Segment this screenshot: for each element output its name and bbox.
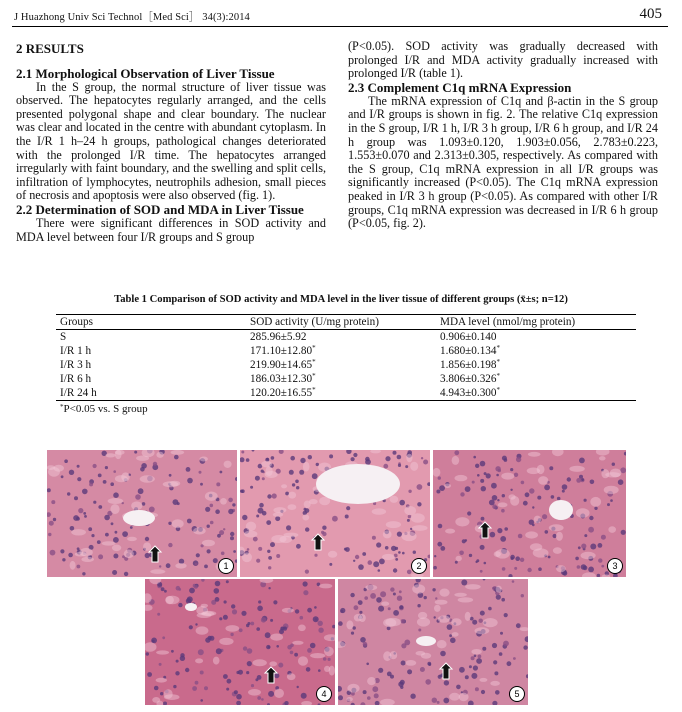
table-cell: 0.906±0.140	[440, 331, 497, 343]
subsection-2-2-title: 2.2 Determination of SOD and MDA in Liver Tissue	[16, 201, 304, 217]
significance-mark: *	[312, 386, 316, 394]
table-cell: I/R 24 h	[60, 387, 97, 399]
table-cell: S	[60, 331, 67, 343]
table-header-row	[56, 315, 636, 329]
running-title: J Huazhong Univ Sci Technol［Med Sci］ 34(3):2014	[14, 12, 250, 23]
subsection-2-2-text: There were significant differences in SOD activity and MDA level between four I/R groups and S group	[16, 215, 326, 244]
table-cell-marked	[440, 386, 636, 400]
significance-mark: *	[496, 358, 500, 366]
table-row	[56, 330, 636, 344]
table-cell-marked	[250, 344, 440, 358]
significance-mark: *	[312, 344, 316, 352]
table-header-cell: MDA level (nmol/mg protein)	[440, 316, 576, 328]
significance-mark: *	[60, 403, 64, 411]
table-cell-marked	[250, 358, 440, 372]
header-rule	[12, 26, 668, 27]
table-header-cell: Groups	[60, 316, 93, 328]
results-table	[56, 314, 636, 415]
micrograph-panel-3	[433, 450, 626, 577]
table-row	[56, 372, 636, 386]
left-column	[16, 40, 326, 244]
table-footnote	[56, 403, 636, 415]
panel-label: 5	[509, 686, 525, 702]
significance-mark: *	[496, 386, 500, 394]
table-cell: 1.856±0.198	[440, 359, 497, 371]
micrograph-panel-2	[240, 450, 430, 577]
footnote-text: P<0.05 vs. S group	[63, 403, 148, 415]
table-cell: 219.90±14.65	[250, 359, 313, 371]
subsection-2-3-title: 2.3 Complement C1q mRNA Expression	[348, 79, 572, 95]
table-cell-marked	[440, 372, 636, 386]
page-number: 405	[639, 6, 662, 22]
table-bottom-rule	[56, 400, 636, 401]
panel-label: 4	[316, 686, 332, 702]
tissue-image	[145, 579, 335, 705]
panel-label: 3	[607, 558, 623, 574]
significance-mark: *	[496, 344, 500, 352]
tissue-image	[240, 450, 430, 577]
table-cell: 186.03±12.30	[250, 373, 313, 385]
subsection-2-1-title: 2.1 Morphological Observation of Liver Tissue	[16, 65, 275, 81]
table-cell-marked	[440, 344, 636, 358]
tissue-image	[338, 579, 528, 705]
right-column	[348, 40, 658, 231]
significance-mark: *	[312, 358, 316, 366]
section-title: 2 RESULTS	[16, 41, 84, 56]
subsection-2-1-text: In the S group, the normal structure of liver tissue was observed. The hepatocytes regularly arranged, and the cells presented polygonal shape and clear boundary. The nuclear was clear and located in the centre with abundant cytoplasm. In the I/R 1 h–24 h groups, pathological changes deteriorated with the prolonged I/R time. The hepatocytes arranged irregularly with faint boundary, and the swelling and split cells, infiltration of lymphocytes, neutrophils adhesion, small pieces of necrosis and apoptosis were also observed (fig. 1).	[16, 79, 326, 203]
table-cell-marked	[250, 372, 440, 386]
table-row	[56, 386, 636, 400]
micrograph-panel-5	[338, 579, 528, 705]
table-cell: I/R 3 h	[60, 359, 92, 371]
micrograph-panel-1	[47, 450, 237, 577]
continued-text: (P<0.05). SOD activity was gradually decreased with prolonged I/R and MDA activity gradually increased with prolonged I/R (table 1).	[348, 39, 658, 81]
tissue-image	[433, 450, 626, 577]
table-row	[56, 358, 636, 372]
panel-label: 2	[411, 558, 427, 574]
table-cell: I/R 6 h	[60, 373, 92, 385]
table-cell: I/R 1 h	[60, 345, 92, 357]
subsection-2-3-text: The mRNA expression of C1q and β-actin in the S group and I/R groups is shown in fig. 2. The relative C1q expression in the S group, I/R 1 h, I/R 3 h group, I/R 6 h group, and I/R 24 h group was 1.093±0.120, 1.903±0.056, 2.783±0.223, 1.553±0.070 and 2.313±0.305, respectively. As compared with the S group, C1q mRNA expression in all I/R groups was significantly increased (P<0.05). The C1q mRNA expression peaked in I/R 3 h group (P<0.05). As compared with other I/R groups, C1q mRNA expression was decreased in I/R 6 h group (P<0.05, fig. 2).	[348, 93, 658, 231]
significance-mark: *	[312, 372, 316, 380]
panel-label: 1	[218, 558, 234, 574]
table-cell: 285.96±5.92	[250, 331, 307, 343]
table-cell: 3.806±0.326	[440, 373, 497, 385]
significance-mark: *	[496, 372, 500, 380]
table-cell: 171.10±12.80	[250, 345, 313, 357]
tissue-image	[47, 450, 237, 577]
table-cell-marked	[440, 358, 636, 372]
micrograph-panel-4	[145, 579, 335, 705]
table-caption: Table 1 Comparison of SOD activity and MDA level in the liver tissue of different groups (x̄±s; n=12)	[114, 294, 568, 305]
table-row	[56, 344, 636, 358]
table-cell: 1.680±0.134	[440, 345, 497, 357]
table-cell: 120.20±16.55	[250, 387, 313, 399]
table-header-cell: SOD activity (U/mg protein)	[250, 316, 379, 328]
table-cell: 4.943±0.300	[440, 387, 497, 399]
table-cell-marked	[250, 386, 440, 400]
